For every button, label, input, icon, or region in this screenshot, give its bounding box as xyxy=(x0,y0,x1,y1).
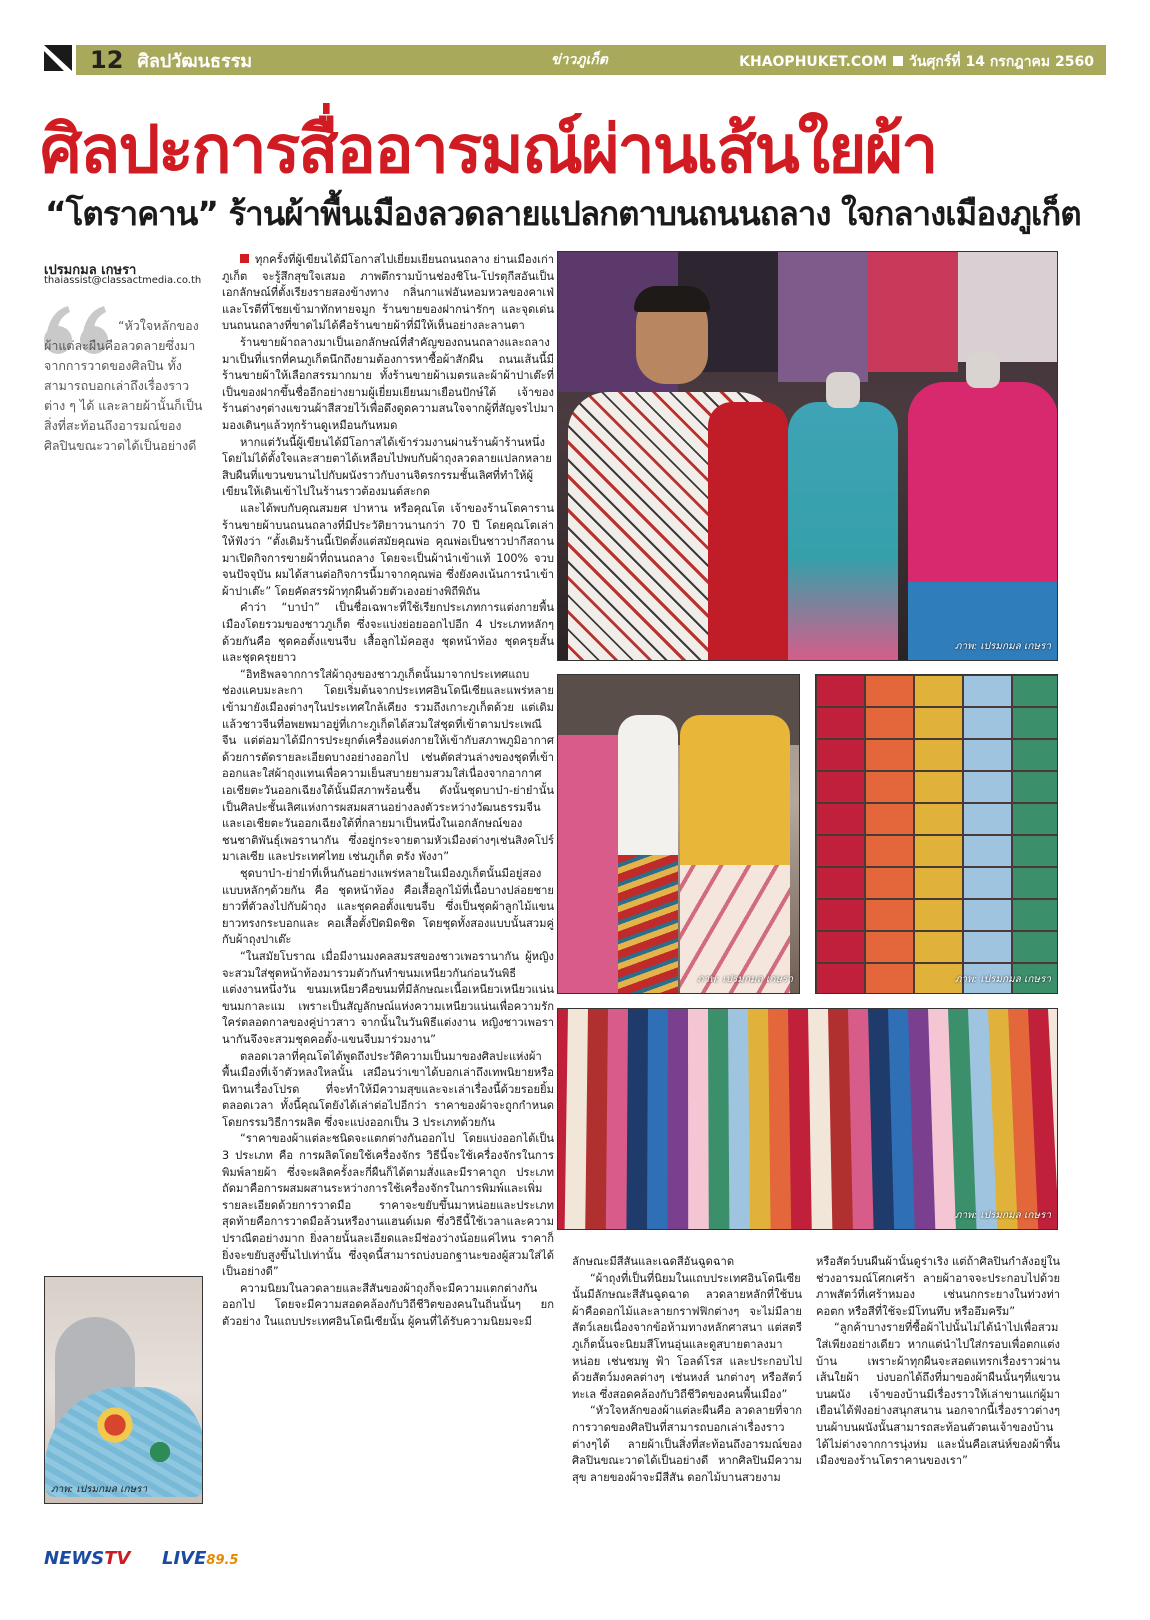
byline-name: เปรมกมล เกษรา xyxy=(44,263,137,278)
folded-sarong xyxy=(817,708,864,738)
hanging-sarong xyxy=(728,1009,751,1230)
body-paragraph: “ลูกค้าบางรายที่ซื้อผ้าไปนั้นไม่ได้นำไปเพื่อสวมใส่เพียงอย่างเดียว หากแต่นำไปใส่กรอบเพื่อตกแต่งบ้าน เพราะผ้าทุกผืนจะสอดแทรกเรื่องราวผ่านเส้นใยผ้า บ่งบอกได้ถึงที่มาของผ้าผืนนั้นๆที่แขวนบนผนัง เจ้าของบ้านมีเรื่องราวให้เล่าขานแก่ผู้มาเยือนได้ฟังอย่างสนุกสนาน นอกจากนี้เรื่องราวต่างๆบนผ้าบนผนังนั้นสามารถสะท้อนตัวตนเจ้าของบ้านได้ไม่ต่างจากการนุ่งห่ม และนั่นคือเสน่ห์ของผ้าพื้นเมืองของร้านโตราคานของเรา” xyxy=(816,1321,1060,1468)
folded-sarong xyxy=(915,836,962,866)
folded-sarong xyxy=(817,740,864,770)
pull-quote xyxy=(44,316,204,456)
folded-sarong xyxy=(915,740,962,770)
hanging-sarong xyxy=(626,1009,650,1230)
photo-credit: ภาพ: เปรมกมล เกษรา xyxy=(954,641,1051,652)
photo-credit: ภาพ: เปรมกมล เกษรา xyxy=(51,1484,148,1495)
hanging-sarong xyxy=(708,1009,731,1230)
hanging-sarong xyxy=(688,1009,710,1230)
page-header xyxy=(44,45,1106,78)
folded-sarong xyxy=(964,772,1011,802)
body-paragraph: คำว่า “บาบ๋า” เป็นชื่อเฉพาะที่ใช้เรียกประเภทการแต่งกายพื้นเมืองโดยรวมของชาวภูเก็ต ซึ่งจะแบ่งย่อยออกไปอีก 4 ประเภทหลักๆด้วยกันคือ ชุดคอตั้งแขนจีบ เสื้อลูกไม้คอสูง ชุดหน้าท้อง ชุดครุยสั้นและชุดครุยยาว xyxy=(222,601,554,665)
photo-credit: ภาพ: เปรมกมล เกษรา xyxy=(954,1210,1051,1221)
folded-sarong xyxy=(915,676,962,706)
folded-sarong xyxy=(964,708,1011,738)
section-name: ศิลปวัฒนธรรม xyxy=(137,50,253,72)
folded-sarong xyxy=(964,836,1011,866)
photo-batik-mannequins xyxy=(557,674,800,994)
folded-sarong xyxy=(1013,676,1058,706)
folded-sarong xyxy=(817,932,864,962)
body-paragraph: “ราคาของผ้าแต่ละชนิดจะแตกต่างกันออกไป โดยแบ่งออกได้เป็น 3 ประเภท คือ การผลิตโดยใช้เครื่องจักร วิธีนี้จะใช้เครื่องจักรในการพิมพ์ลายผ้า ซึ่งจะผลิตครั้งละกี่ผืนก็ได้ตามสั่งและมีราคาถูก ประเภทถัดมาคือการผสมผสานระหว่างการใช้เครื่องจักรในการพิมพ์และเพิ่มรายละเอียดด้วยการวาดมือ ราคาจะขยับขึ้นมาหน่อยและประเภทสุดท้ายคือการวาดมือล้วนหรืองานแฮนด์เมด ซึ่งวิธีนี้ใช้เวลาและความปราณีตอย่างมาก ยิ่งลายนั้นละเอียดและมีช่องว่างน้อยแค่ไหน ราคาก็ยิ่งจะขยับสูงขึ้นไปเท่านั้น ซึ่งจุดนี้สามารถบ่งบอกฐานะของผู้สวมใส่ได้เป็นอย่างดี” xyxy=(222,1132,554,1279)
hanging-sarong xyxy=(647,1009,670,1230)
folded-sarong xyxy=(1013,868,1058,898)
folded-sarong xyxy=(1013,804,1058,834)
photo-credit: ภาพ: เปรมกมล เกษรา xyxy=(696,974,793,985)
folded-sarong xyxy=(866,868,913,898)
body-paragraph: “ผ้าถุงที่เป็นที่นิยมในแถบประเทศอินโดนีเซียนั้นมีลักษณะสีสันฉูดฉาด ลวดลายหลักที่ใช้บนผ้าคือดอกไม้และลายกราฟฟิกต่างๆ จะไม่มีลายสัตว์เลยเนื่องจากข้อห้ามทางหลักศาสนา แต่สตรีภูเก็ตนั้นจะนิยมสีโทนอุ่นและดูสบายตาลงมาหน่อย เช่นชมพู ฟ้า โอลด์โรส และประกอบไปด้วยสัตว์มงคลต่างๆ เช่นหงส์ นกต่างๆ หรือสัตว์ทะเล ซึ่งสอดคล้องกับวิถีชีวิตของคนพื้นเมือง” xyxy=(572,1271,802,1401)
corner-mark-icon xyxy=(44,45,72,71)
header-bar xyxy=(76,45,1106,75)
pull-quote-text: “หัวใจหลักของผ้าแต่ละผืนคือลวดลายซึ่งมาจากการวาดของศิลปิน ทั้งสามารถบอกเล่าถึงเรื่องราวต่าง ๆ ได้ และลายผ้านั้นก็เป็นสิ่งที่สะท้อนถึงอารมณ์ของศิลปินขณะวาดได้เป็นอย่างดี xyxy=(44,318,203,453)
folded-sarong xyxy=(915,868,962,898)
photo-credit: ภาพ: เปรมกมล เกษรา xyxy=(954,974,1051,985)
live-radio-logo: LIVE89.5 xyxy=(162,1548,239,1569)
folded-sarong xyxy=(915,772,962,802)
header-site-date xyxy=(739,51,1094,73)
issue-date: วันศุกร์ที่ 14 กรกฎาคม 2560 xyxy=(909,54,1094,70)
folded-sarong xyxy=(964,804,1011,834)
folded-sarong xyxy=(964,900,1011,930)
photo-hanging-sarongs xyxy=(557,1008,1058,1230)
folded-sarong xyxy=(915,932,962,962)
website: KHAOPHUKET.COM xyxy=(739,54,888,70)
folded-sarong xyxy=(866,772,913,802)
folded-sarong xyxy=(1013,708,1058,738)
news-tv-logo: NEWSTV xyxy=(44,1548,131,1569)
folded-sarong xyxy=(817,772,864,802)
separator-square-icon xyxy=(893,56,903,66)
body-paragraph: “อิทธิพลจากการใส่ผ้าถุงของชาวภูเก็ตนั้นมาจากประเทศแถบช่องแคบมะละกา โดยเริ่มต้นจากประเทศอินโดนีเซียและแพร่หลายเข้ามายังเมืองต่างๆในประเทศใกล้เคียง รวมถึงเกาะภูเก็ตด้วย แต่เดิมแล้วชาวจีนที่อพยพมาอยู่ที่เกาะภูเก็ตได้สวมใส่ชุดที่เข้าตามประเพณีจีน แต่ต่อมาได้มีการประยุกต์เครื่องแต่งกายให้เข้ากับสภาพภูมิอากาศด้วยการตัดรายละเอียดบางอย่างออกไป เช่นตัดส่วนล่างของชุดที่เข้าออกและใส่ผ้าถุงแทนเพื่อความเย็นสบายยามสวมใส่เนื่องจากอากาศเอเชียตะวันออกเฉียงใต้นั้นมีสภาพร้อนชื้น ดังนั้นชุดบาบ๋า-ย่าย๋านั้นเป็นศิลปะชั้นเลิศแห่งการผสมผสานอย่างลงตัวระหว่างวัฒนธรรมจีนและเอเชียตะวันออกเฉียงใต้ที่กลายมาเป็นหนึ่งในเอกลักษณ์ของชนชาติพันธุ์เพอรานากัน ซึ่งอยู่กระจายตามหัวเมืองต่างๆเช่นสิงคโปร์ มาเลเซีย และประเทศไทย เช่นภูเก็ต ตรัง พังงา” xyxy=(222,667,554,864)
folded-sarong xyxy=(817,836,864,866)
folded-sarong xyxy=(915,900,962,930)
folded-sarong xyxy=(866,932,913,962)
folded-sarong xyxy=(915,804,962,834)
page-number: 12 xyxy=(90,46,124,74)
sarong-grid xyxy=(816,675,1058,994)
byline-email: thaiassist@classactmedia.co.th xyxy=(44,275,202,286)
footer-logos xyxy=(44,1548,344,1572)
folded-sarong xyxy=(1013,932,1058,962)
rack-strips xyxy=(558,1009,1058,1230)
body-paragraph: ทุกครั้งที่ผู้เขียนได้มีโอกาสไปเยี่ยมเยียนถนนถลาง ย่านเมืองเก่าภูเก็ต จะรู้สึกสุขใจเสมอ ภาพตึกรามบ้านช่องชิโน-โปรตุกีสอันเป็นเอกลักษณ์ที่ตั้งเรียงรายสองข้างทาง กลิ่นกาแฟอันหอมหวลของคาเฟ่และโรตีที่โชยเข้ามาทักทายจมูก ร้านขายของฝากน่ารักๆ และจุดเด่นบนถนนถลางที่ขาดไม่ได้คือร้านขายผ้าที่มีให้เห็นอย่างละลานตา xyxy=(222,253,554,333)
folded-sarong xyxy=(866,708,913,738)
folded-sarong xyxy=(1013,900,1058,930)
body-paragraph: หากแต่วันนี้ผู้เขียนได้มีโอกาสได้เข้าร่วมงานผ่านร้านผ้าร้านหนึ่งโดยไม่ได้ตั้งใจและสายตาได้เหลือบไปพบกับผ้าถุงลวดลายแปลกหลายสิบผืนที่แขวนขนานไปกับผนังราวกับงานจิตรกรรมชั้นเลิศที่ทำให้ผู้เขียนให้เดินเข้าไปในร้านราวต้องมนต์สะกด xyxy=(222,435,552,499)
paragraph-start-square-icon xyxy=(240,254,249,263)
photo-beaded-shoe xyxy=(44,1276,203,1504)
subheadline: “โตราคาน” ร้านผ้าพื้นเมืองลวดลายแปลกตาบนถนนถลาง ใจกลางเมืองภูเก็ต xyxy=(45,194,1081,233)
body-paragraph: หรือสัตว์บนผืนผ้านั้นดูร่าเริง แต่ถ้าศิลปินกำลังอยู่ในช่วงอารมณ์โศกเศร้า ลายผ้าอาจจะประกอบไปด้วยภาพสัตว์ที่เศร้าหมอง เช่นนกกระยางในท่วงท่าคอตก หรือสีที่ใช้จะมีโทนทึบ หรืออึมครึม” xyxy=(816,1255,1060,1318)
folded-sarong xyxy=(964,868,1011,898)
body-column-middle xyxy=(572,1254,802,1520)
body-paragraph: และได้พบกับคุณสมยศ ปาหาน หรือคุณโต เจ้าของร้านโตคาราน ร้านขายผ้าบนถนนถลางที่มีประวัติยาวนานกว่า 70 ปี โดยคุณโตเล่าให้ฟังว่า “ตั้งเดิมร้านนี้เปิดตั้งแต่สมัยคุณพ่อ คุณพ่อเป็นชาวปากีสถาน มาเปิดกิจการขายผ้าที่ถนนถลาง โดยจะเป็นผ้านำเข้าแท้ 100% จวบจนปัจจุบัน ผมได้สานต่อกิจการนี้มาจากคุณพ่อ ซึ่งยังคงเน้นการนำเข้าผ้าปาเต๊ะ” โดยคัดสรรผ้าทุกผืนด้วยตัวเองอย่างพิถีพิถัน xyxy=(222,501,554,598)
body-paragraph: “ในสมัยโบราณ เมื่อมีงานมงคลสมรสของชาวเพอรานากัน ผู้หญิงจะสวมใส่ชุดหน้าท้องมารวมตัวกันทำขนมเหนียวกันก่อนวันพิธีแต่งงานหนึ่งวัน ขนมเหนียวคือขนมที่มีลักษณะเนื้อเหนียวเหนียวแน่น ขนมกาละแม เพราะเป็นสัญลักษณ์แห่งความเหนียวแน่นเพื่อความรักใคร่ตลอดกาลของคู่บ่าวสาว จากนั้นในวันพิธีแต่งงาน หญิงชาวเพอรานากันจึงจะสวมชุดคอตั้ง-แขนจีบมาร่วมงาน” xyxy=(222,949,554,1046)
folded-sarong xyxy=(915,708,962,738)
body-paragraph: ความนิยมในลวดลายและสีสันของผ้าถุงก็จะมีความแตกต่างกันออกไป โดยจะมีความสอดคล้องกับวิถีชีวิตของคนในถิ่นนั้นๆ ยกตัวอย่าง ในแถบประเทศอินโดนีเซียนั้น ผู้คนที่ได้รับความนิยมจะมี xyxy=(222,1281,554,1328)
folded-sarong xyxy=(866,900,913,930)
folded-sarong xyxy=(1013,740,1058,770)
body-paragraph: ตลอดเวลาที่คุณโตได้พูดถึงประวัติความเป็นมาของศิลปะแห่งผ้าพื้นเมืองที่เจ้าตัวหลงใหลนั้น เสมือนว่าเขาได้บอกเล่าถึงเทพนิยายหรือนิทานเรื่องโปรด ที่จะทำให้มีความสุขและจะเล่าเรื่องนี้ด้วยรอยยิ้มตลอดเวลา ทั้งนี้คุณโตยังได้เล่าต่อไปอีกว่า ราคาของผ้าจะถูกกำหนดโดยกรรมวิธีการผลิต ซึ่งจะแบ่งออกเป็น 3 ประเภทด้วยกัน xyxy=(222,1049,554,1129)
headline: ศิลปะการสื่ออารมณ์ผ่านเส้นใยผ้า xyxy=(40,111,937,188)
body-paragraph: ร้านขายผ้าถลางมาเป็นเอกลักษณ์ที่สำคัญของถนนถลางและถลางมาเป็นที่แรกที่คนภูเก็ตนึกถึงยามต้องการหาซื้อผ้าสักผืน ถนนเส้นนี้มีร้านขายผ้าให้เลือกสรรมากมาย ทั้งร้านขายผ้าเมตรและผ้าผ้าปาเต๊ะที่เป็นของฝากขึ้นชื่ออีกอย่างยามผู้เยี่ยมเยียนมาเยือนปักษ์ใต้ เจ้าของร้านต่างๆต่างแขวนผ้าสีสวยไว้เพื่อดึงดูดความสนใจจากผู้ที่สัญจรไปมา มองเดินๆแล้วทุกร้านดูเหมือนกันหมด xyxy=(222,335,554,432)
folded-sarong xyxy=(1013,772,1058,802)
body-paragraph: ลักษณะมีสีสันและเฉดสีอันฉูดฉาด xyxy=(572,1255,735,1268)
folded-sarong xyxy=(866,836,913,866)
photo-owner-with-mannequins xyxy=(557,251,1058,661)
body-paragraph: ชุดบาบ๋า-ย่าย๋าที่เห็นกันอย่างแพร่หลายในเมืองภูเก็ตนั้นมีอยู่สองแบบหลักๆด้วยกัน คือ ชุดหน้าท้อง คือเสื้อลูกไม้ที่เนื้อบางปล่อยชายยาวที่ตัวลงไปกับผ้าถุง และชุดคอตั้งแขนจีบ ซึ่งเป็นชุดผ้าลูกไม้แขนยาวทรงกระบอกและ คอเสื้อตั้งปิดมิดชิด โดยชุดทั้งสองแบบนั้นสวมคู่กับผ้าถุงปาเต๊ะ xyxy=(222,866,554,947)
folded-sarong xyxy=(817,868,864,898)
folded-sarong xyxy=(964,932,1011,962)
folded-sarong xyxy=(964,740,1011,770)
folded-sarong xyxy=(817,964,864,994)
folded-sarong xyxy=(866,676,913,706)
folded-sarong xyxy=(817,900,864,930)
body-paragraph: “หัวใจหลักของผ้าแต่ละผืนคือ ลวดลายที่จากการวาดของศิลปินที่สามารถบอกเล่าเรื่องราวต่างๆได้ ลายผ้าเป็นสิ่งที่สะท้อนถึงอารมณ์ของศิลปินขณะวาดได้เป็นอย่างดี หากศิลปินมีความสุข ลายของผ้าจะมีสีสัน ดอกไม้บานสวยงาม xyxy=(572,1404,802,1484)
folded-sarong xyxy=(866,804,913,834)
body-column-right xyxy=(816,1254,1060,1520)
folded-sarong xyxy=(866,740,913,770)
photo-folded-sarongs xyxy=(815,674,1058,994)
folded-sarong xyxy=(817,804,864,834)
masthead-logo: ข่าวภูเก็ต xyxy=(551,52,608,68)
body-column-left xyxy=(222,252,554,1514)
folded-sarong xyxy=(866,964,913,994)
hanging-sarong xyxy=(606,1009,630,1230)
folded-sarong xyxy=(817,676,864,706)
folded-sarong xyxy=(1013,836,1058,866)
folded-sarong xyxy=(964,676,1011,706)
hanging-sarong xyxy=(668,1009,690,1230)
